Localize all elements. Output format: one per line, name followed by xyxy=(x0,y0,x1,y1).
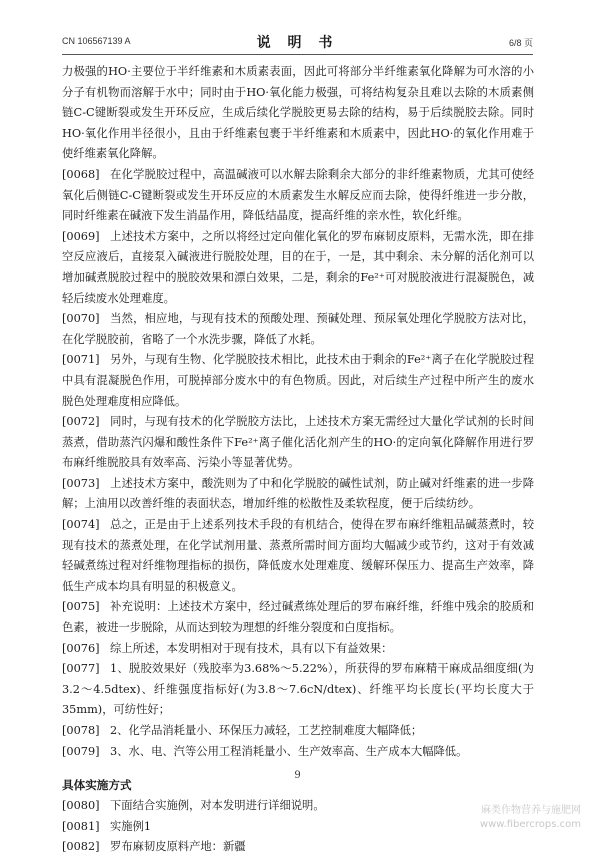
paragraph-0072 xyxy=(62,412,534,474)
paragraph-0068 xyxy=(62,165,534,227)
paragraph-number: [0080] xyxy=(62,799,100,813)
paragraph-number: [0076] xyxy=(62,641,100,655)
paragraph-text: 2、化学品消耗量小、环保压力减轻，工艺控制难度大幅降低； xyxy=(110,724,423,737)
paragraph-number: [0072] xyxy=(62,415,100,429)
paragraph-text: 总之，正是由于上述系列技术手段的有机结合，使得在罗布麻纤维粗品碱蒸煮时，较现有技术的蒸煮处理，在化学试剂用量、蒸煮所需时间方面均大幅减少或节约，这对于有效减轻碱煮练过程对纤维物理指标的损伤，降低废水处理难度、缓解环保压力、提高生产效率，降低生产成本均具有明显的积极意义。 xyxy=(62,518,534,593)
paragraph-0073 xyxy=(62,474,534,515)
paragraph-number: [0073] xyxy=(62,476,100,490)
paragraph-number: [0068] xyxy=(62,167,100,181)
watermark-title: 麻类作物营养与施肥网 xyxy=(481,805,581,816)
watermark xyxy=(480,804,581,832)
paragraph-0071 xyxy=(62,350,534,412)
paragraph-text: 3、水、电、汽等公用工程消耗量小、生产效率高、生产成本大幅降低。 xyxy=(110,744,468,758)
paragraph-number: [0074] xyxy=(62,518,100,532)
paragraph-continued xyxy=(62,62,534,165)
paragraph-number: [0077] xyxy=(62,662,100,676)
paragraph-text: 另外，与现有生物、化学脱胶技术相比，此技术由于剩余的Fe²⁺离子在化学脱胶过程中具有混凝脱色作用，可脱掉部分废水中的有色物质。因此，对后续生产过程中所产生的废水脱色处理难度相应降低。 xyxy=(62,353,534,408)
paragraph-text: 实施例1 xyxy=(110,819,152,833)
paragraph-0076 xyxy=(62,639,534,660)
document-body xyxy=(62,62,534,858)
paragraph-number: [0082] xyxy=(62,840,100,854)
paragraph-text: 下面结合实施例，对本发明进行详细说明。 xyxy=(110,799,325,813)
paragraph-0079 xyxy=(62,742,534,763)
paragraph-0081 xyxy=(62,817,534,838)
paragraph-text: 1、脱胶效果好（残胶率为3.68%～5.22%），所获得的罗布麻精干麻成品细度细(为3.2～4.5dtex)、纤维强度指标好(为3.8～7.6cN/dtex)、纤维平均长度长(平均长度大于35mm)，可纺性好； xyxy=(62,662,534,717)
page-header xyxy=(62,32,533,55)
paragraph-text: 上述技术方案中，酸洗则为了中和化学脱胶的碱性试剂，防止碱对纤维素的进一步降解；上油用以改善纤维的表面状态，增加纤维的松散性及柔软程度，便于后续纺纱。 xyxy=(62,476,534,511)
paragraph-0074 xyxy=(62,515,534,597)
paragraph-number: [0071] xyxy=(62,353,100,367)
paragraph-text: 力极强的HO·主要位于半纤维素和木质素表面，因此可将部分半纤维素氧化降解为可水溶的小分子有机物而溶解于水中；同时由于HO·氧化能力极强，可将结构复杂且难以去除的木质素侧链C-C键断裂或发生开环反应，生成后续化学脱胶更易去除的结构，易于后续脱胶去除。同时HO·氧化作用半径很小，且由于纤维素包裹于半纤维素和木质素中，因此HO·的氧化作用难于使纤维素氧化降解。 xyxy=(62,65,534,161)
paragraph-0075 xyxy=(62,597,534,638)
paragraph-text: 综上所述，本发明相对于现有技术，具有以下有益效果： xyxy=(110,641,393,655)
section-heading: 具体实施方式 xyxy=(62,778,132,793)
paragraph-text: 同时，与现有技术的化学脱胶方法比，上述技术方案无需经过大量化学试剂的长时间蒸煮，借助蒸汽闪爆和酸性条件下Fe²⁺离子催化活化剂产生的HO·的定向氧化降解作用进行罗布麻纤维脱胶具有效率高、污染小等显著优势。 xyxy=(62,415,534,470)
paragraph-0080 xyxy=(62,796,534,817)
paragraph-0082 xyxy=(62,837,534,858)
watermark-url: www.fibercrops.com xyxy=(479,819,581,830)
page-reference: 6/8 页 xyxy=(508,38,533,48)
paragraph-0069 xyxy=(62,227,534,309)
paragraph-text: 在化学脱胶过程中，高温碱液可以水解去除剩余大部分的非纤维素物质，尤其可使经氧化后侧链C-C键断裂或发生开环反应的木质素发生水解反应而去除，使得纤维进一步分散，同时纤维素在碱液下发生消晶作用，降低结晶度，提高纤维的亲水性，软化纤维。 xyxy=(62,167,534,223)
page-number: 9 xyxy=(294,770,301,781)
paragraph-0070 xyxy=(62,309,534,350)
patent-number: CN 106567139 A xyxy=(62,36,131,46)
paragraph-text: 补充说明：上述技术方案中，经过碱煮练处理后的罗布麻纤维，纤维中残余的胶质和色素，被进一步脱除，从而达到较为理想的纤维分裂度和白度指标。 xyxy=(62,600,534,635)
paragraph-0078 xyxy=(62,721,534,742)
paragraph-number: [0079] xyxy=(62,744,100,758)
paragraph-number: [0081] xyxy=(62,819,100,833)
paragraph-text: 当然，相应地，与现有技术的预酸处理、预碱处理、预尿氧处理化学脱胶方法对比，在化学脱胶前，省略了一个水洗步骤，降低了水耗。 xyxy=(62,312,534,346)
paragraph-0077 xyxy=(62,659,534,721)
paragraph-text: 上述技术方案中，之所以将经过定向催化氧化的罗布麻韧皮原料，无需水洗，即在排空反应液后，直接泵入碱液进行脱胶处理，目的在于，一是，其中剩余、未分解的活化剂可以增加碱煮脱胶过程中的脱胶效果和漂白效果，二是，剩余的Fe²⁺可对脱胶液进行混凝脱色，减轻后续废水处理难度。 xyxy=(62,229,534,305)
document-title: 说 明 书 xyxy=(256,35,339,51)
paragraph-number: [0069] xyxy=(62,229,100,243)
paragraph-number: [0078] xyxy=(62,724,100,737)
paragraph-text: 罗布麻韧皮原料产地：新疆 xyxy=(110,840,246,854)
paragraph-number: [0075] xyxy=(62,600,100,614)
paragraph-number: [0070] xyxy=(62,312,100,326)
